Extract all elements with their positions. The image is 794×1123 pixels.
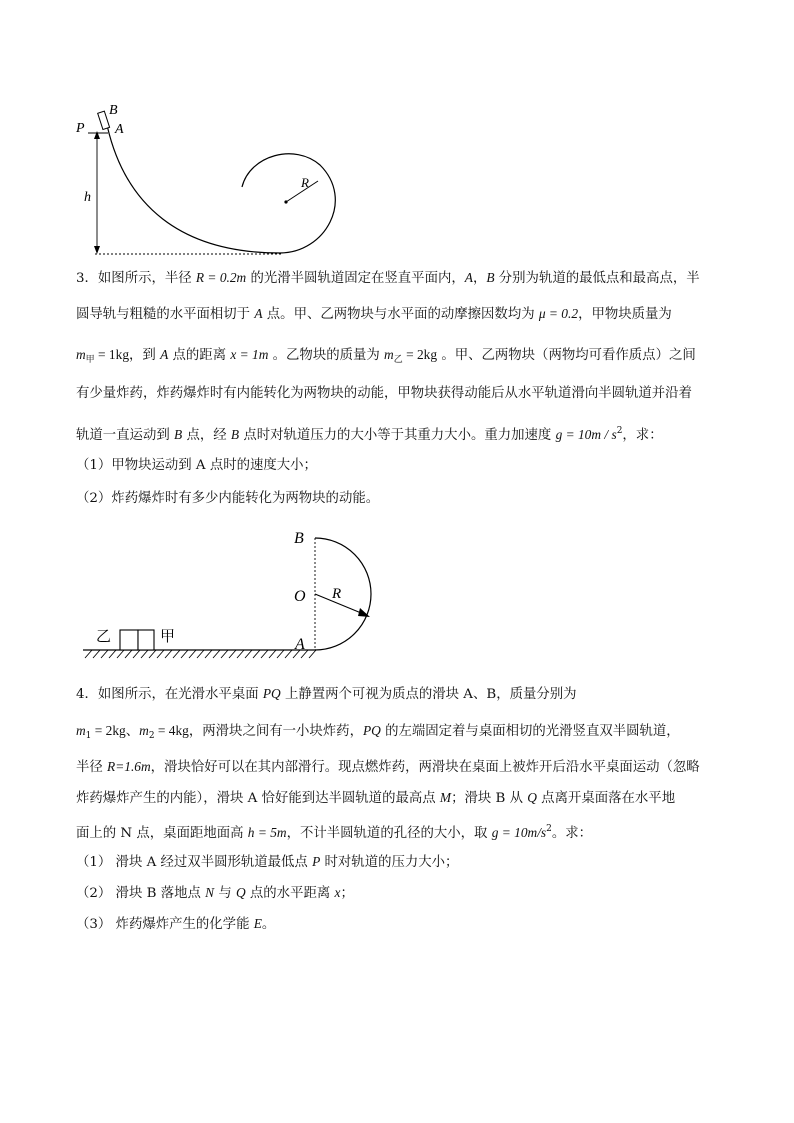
figure-semicircle-track: [80, 522, 380, 662]
q3-sub-2: （2）炸药爆炸时有多少内能转化为两物块的动能。: [76, 491, 380, 506]
label-a: A: [115, 122, 124, 137]
q4-sub-1: （1） 滑块 A 经过双半圆形轨道最低点 P 时对轨道的压力大小；: [76, 854, 459, 870]
label-p: P: [76, 121, 85, 136]
label-b: B: [294, 530, 304, 547]
q4-sub-3: （3） 炸药爆炸产生的化学能 E。: [76, 916, 276, 932]
block-ab: [98, 111, 110, 129]
block-jia: [138, 630, 154, 650]
q3-line-2: 圆导轨与粗糙的水平面相切于 A 点。甲、乙两物块与水平面的动摩擦因数均为 μ = 0.2，甲物块质量为: [76, 306, 672, 322]
q3-line-1: 3．如图所示，半径 R = 0.2m 的光滑半圆轨道固定在竖直平面内，A，B 分别为轨道的最低点和最高点，半: [76, 270, 700, 286]
q4-line-4: 炸药爆炸产生的内能），滑块 A 恰好能到达半圆轨道的最高点 M；滑块 B 从 Q 点离开桌面落在水平地: [76, 790, 676, 806]
h-arrow-top: [94, 131, 100, 139]
label-b: B: [109, 103, 118, 118]
q3-line-4: 有少量炸药，炸药爆炸时有内能转化为两物块的动能，甲物块获得动能后从水平轨道滑向半圆轨道并沿着: [76, 386, 692, 401]
label-jia: 甲: [160, 627, 176, 645]
label-r: R: [301, 175, 309, 190]
q4-sub-2: （2） 滑块 B 落地点 N 与 Q 点的水平距离 x；: [76, 885, 354, 901]
label-h: h: [84, 190, 91, 205]
q3-sub-1: （1）甲物块运动到 A 点时的速度大小；: [76, 458, 317, 473]
q3-line-5: 轨道一直运动到 B 点，经 B 点时对轨道压力的大小等于其重力大小。重力加速度 $g = 10m / s^2$，求：: [76, 426, 663, 443]
figure-track-loop: [70, 95, 350, 265]
q4-line-5: 面上的 N 点，桌面距地面高 h = 5m，不计半圆轨道的孔径的大小，取 $g = 10m/s^2$。求：: [76, 824, 593, 841]
label-yi: 乙: [96, 627, 112, 645]
ground-hatch: [85, 650, 316, 658]
q3-line-3: $m_甲 = 1kg$，到 A 点的距离 x = 1m 。乙物块的质量为 $m_乙 = 2kg$ 。甲、乙两物块（两物均可看作质点）之间: [76, 347, 696, 365]
q4-line-1: 4．如图所示，在光滑水平桌面 PQ 上静置两个可视为质点的滑块 A、B，质量分别为: [76, 686, 577, 702]
label-o: O: [294, 588, 306, 605]
label-r: R: [332, 586, 342, 602]
semicircle-track: [315, 538, 371, 650]
label-a: A: [295, 636, 305, 653]
h-arrow-bottom: [94, 246, 100, 254]
loop-center: [284, 200, 287, 203]
q4-line-3: 半径 R=1.6m，滑块恰好可以在其内部滑行。现点燃炸药，两滑块在桌面上被炸开后沿水平桌面运动（忽略: [76, 759, 700, 775]
q4-line-2: $m_1 = 2kg$、$m_2 = 4kg$，两滑块之间有一小块炸药，PQ 的左端固定着与桌面相切的光滑竖直双半圆轨道，: [76, 723, 680, 741]
block-yi: [120, 630, 138, 650]
